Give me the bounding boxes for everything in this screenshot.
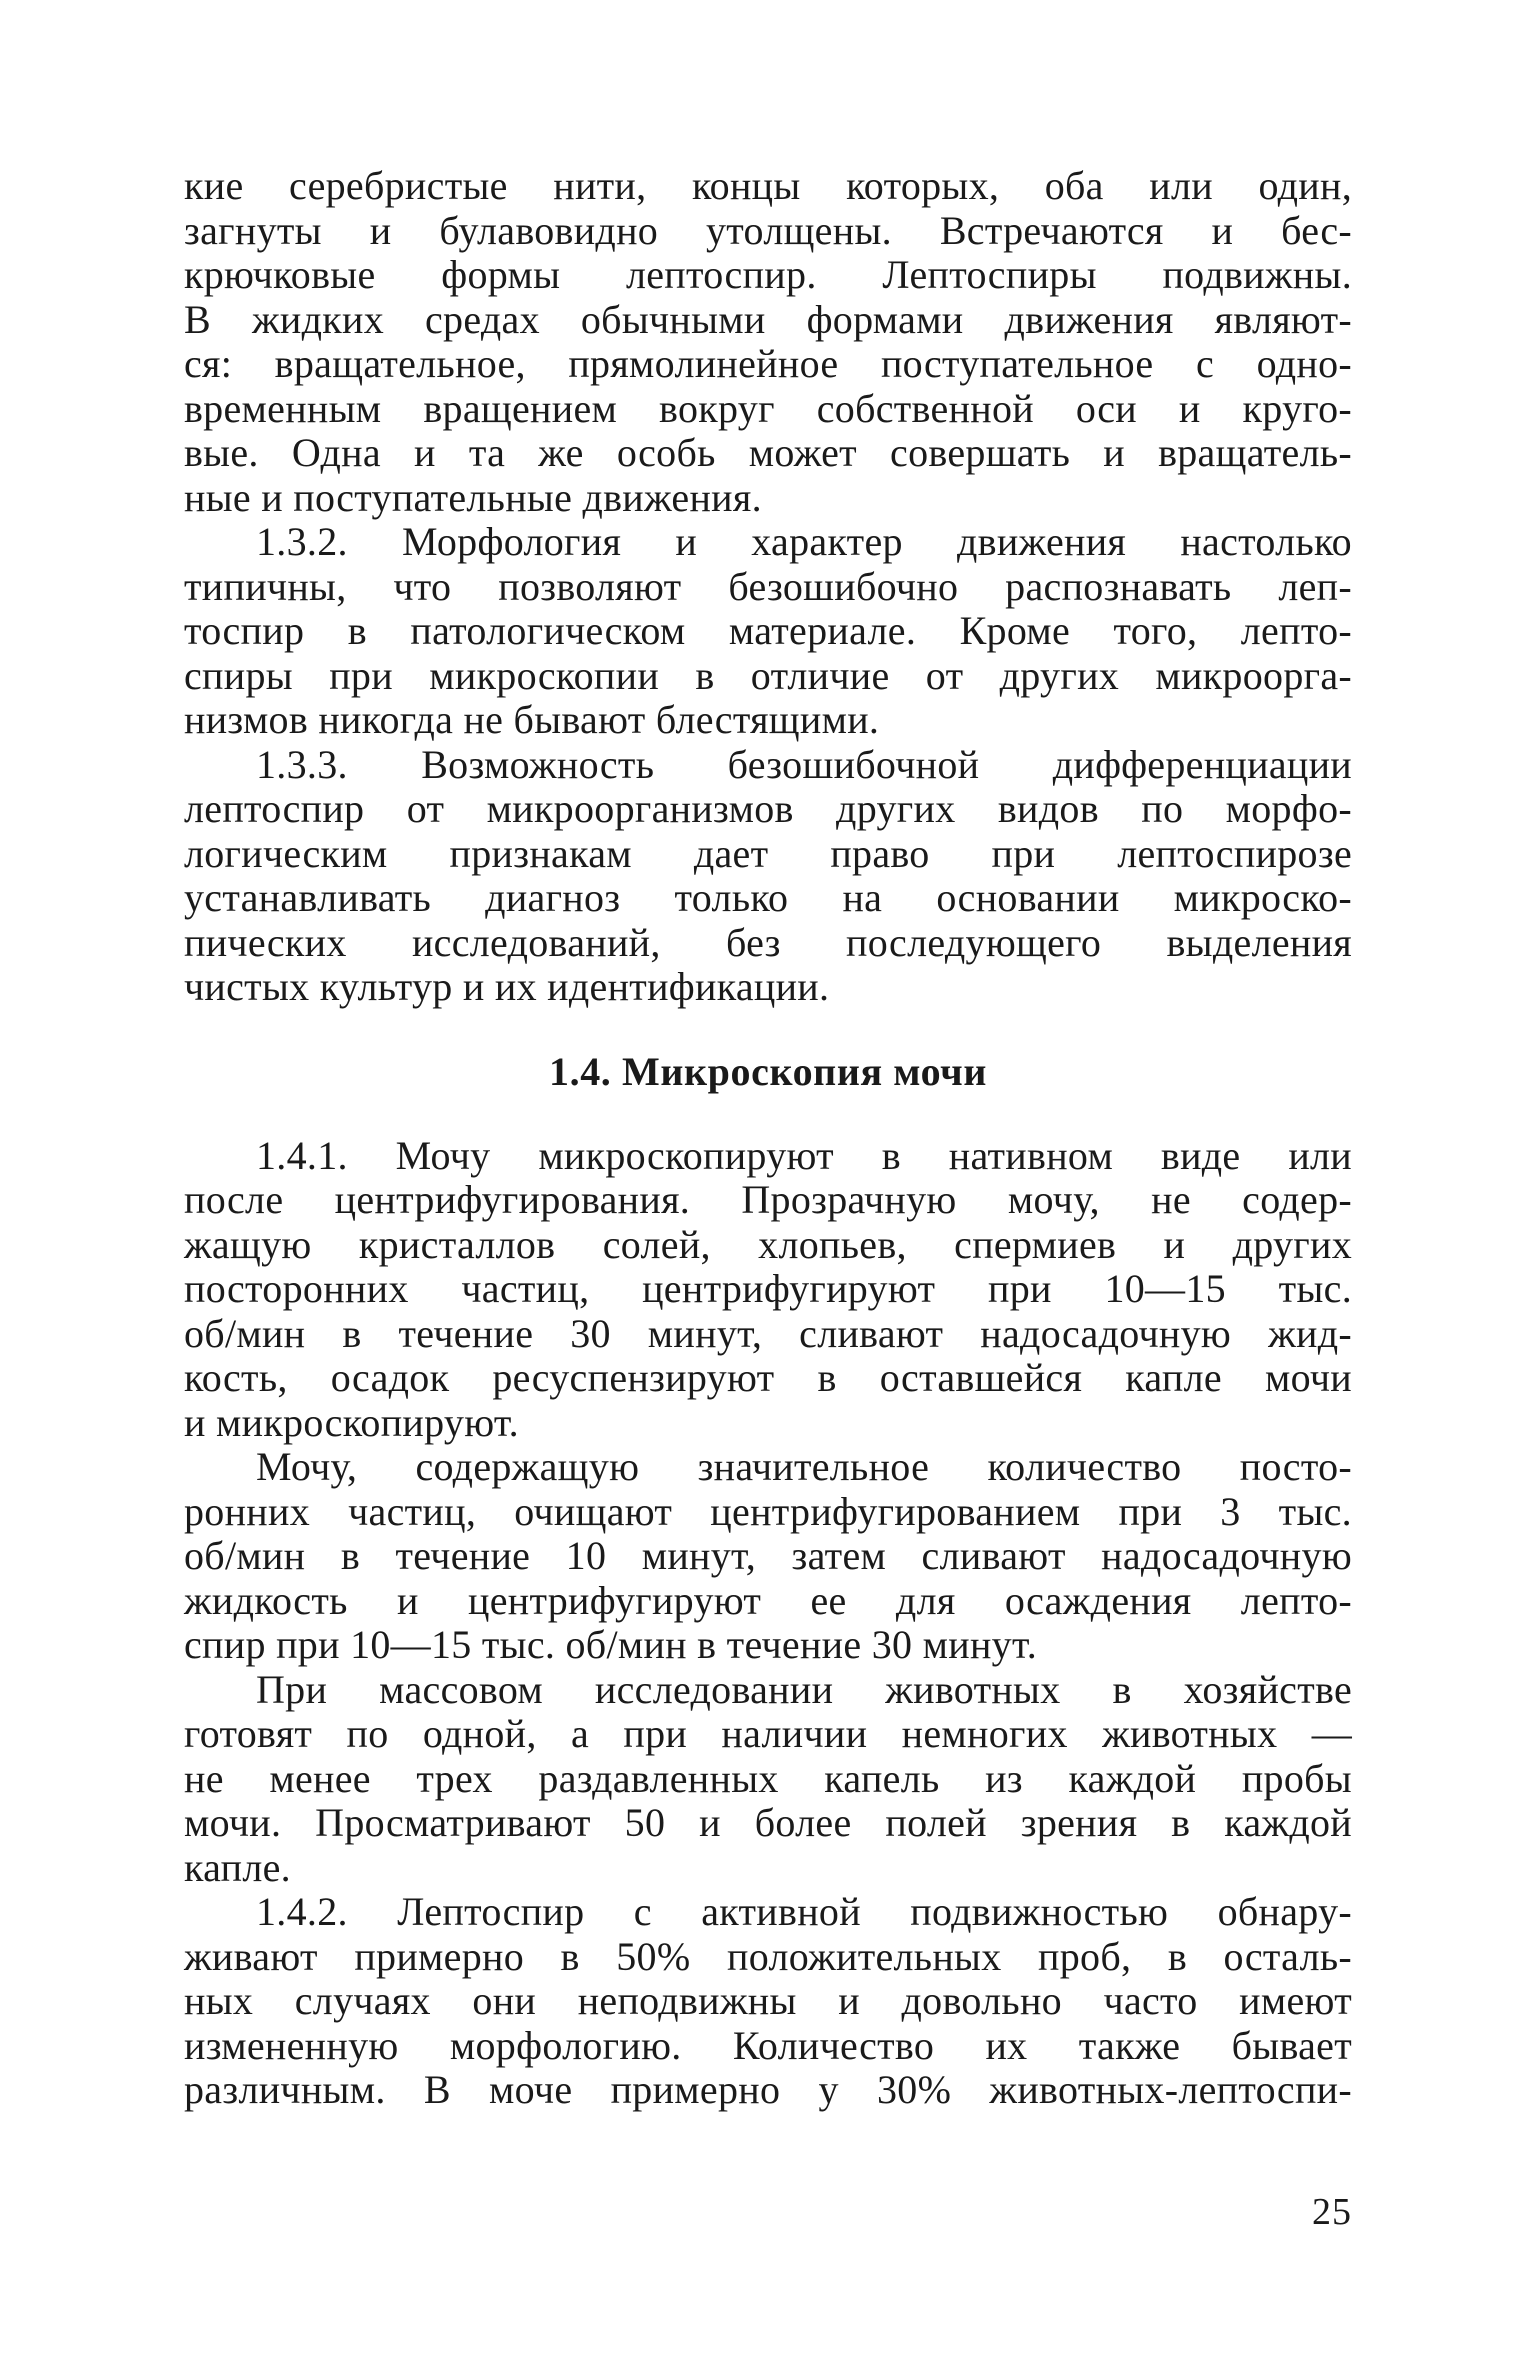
text-line: вые. Одна и та же особь может совершать и вращатель-	[184, 430, 1352, 475]
text-line: жащую кристаллов солей, хлопьев, спермиев и других	[184, 1221, 1352, 1267]
paragraph-1-4-1	[184, 1134, 1352, 1446]
text-line: ронних частиц, очищают центрифугированием при 3 тыс.	[184, 1488, 1352, 1534]
page-number: 25	[1312, 2191, 1352, 2233]
text-line: спиры при микроскопии в отличие от других микроорга-	[184, 652, 1352, 698]
text-line: об/мин в течение 30 минут, сливают надосадочную жид-	[184, 1310, 1352, 1356]
paragraph-mass-examination	[184, 1668, 1352, 1891]
text-line: типичны, что позволяют безошибочно распознавать леп-	[184, 563, 1352, 609]
text-line: пических исследований, без последующего выделения	[184, 919, 1352, 965]
text-line: устанавливать диагноз только на основании микроско-	[184, 875, 1352, 920]
text-line: кие серебристые нити, концы которых, оба или один,	[184, 163, 1352, 208]
text-line: ных случаях они неподвижны и довольно часто имеют	[184, 1978, 1352, 2023]
text-line: различным. В моче примерно у 30% животных-лептоспи-	[184, 2067, 1352, 2112]
paragraph-1-3-3	[184, 743, 1352, 1010]
text-line: ные и поступательные движения.	[184, 474, 762, 520]
paragraph-leptospira-forms	[184, 164, 1352, 520]
text-line: жидкость и центрифугируют ее для осаждения лепто-	[184, 1577, 1352, 1623]
text-line: тоспир в патологическом материале. Кроме того, лепто-	[184, 608, 1352, 653]
page-body	[184, 164, 1352, 2113]
text-line: спир при 10—15 тыс. об/мин в течение 30 минут.	[184, 1622, 1038, 1667]
text-line: В жидких средах обычными формами движения являют-	[184, 296, 1352, 342]
text-line: об/мин в течение 10 минут, затем сливают надосадочную	[184, 1533, 1352, 1578]
text-line: логическим признакам дает право при лептоспирозе	[184, 830, 1352, 876]
text-line: не менее трех раздавленных капель из каждой пробы	[184, 1755, 1352, 1801]
paragraph-centrifugation	[184, 1445, 1352, 1668]
text-line: после центрифугирования. Прозрачную мочу, не содер-	[184, 1177, 1352, 1222]
text-line: чистых культур и их идентификации.	[184, 964, 830, 1009]
text-line: готовят по одной, а при наличии немногих животных —	[184, 1711, 1352, 1756]
text-line: крючковые формы лептоспир. Лептоспиры подвижны.	[184, 252, 1352, 297]
text-line: При массовом исследовании животных в хозяйстве	[256, 1666, 1352, 1712]
text-line: ся: вращательное, прямолинейное поступательное с одно-	[184, 341, 1352, 386]
text-line: Мочу, содержащую значительное количество посто-	[256, 1444, 1352, 1489]
text-line: 1.3.2. Морфология и характер движения настолько	[256, 519, 1352, 564]
text-line: и микроскопируют.	[184, 1399, 519, 1445]
text-line: 1.4.1. Мочу микроскопируют в нативном виде или	[256, 1132, 1352, 1178]
text-line: лептоспир от микроорганизмов других видов по морфо-	[184, 786, 1352, 831]
text-line: измененную морфологию. Количество их также бывает	[184, 2022, 1352, 2068]
paragraph-1-3-2	[184, 520, 1352, 743]
text-line: временным вращением вокруг собственной оси и круго-	[184, 385, 1352, 431]
text-line: загнуты и булавовидно утолщены. Встречаются и бес-	[184, 207, 1352, 253]
text-line: 1.4.2. Лептоспир с активной подвижностью обнару-	[256, 1889, 1352, 1934]
paragraph-1-4-2	[184, 1890, 1352, 2113]
text-line: мочи. Просматривают 50 и более полей зрения в каждой	[184, 1800, 1352, 1845]
text-line: низмов никогда не бывают блестящими.	[184, 697, 880, 742]
text-line: живают примерно в 50% положительных проб, в осталь-	[184, 1933, 1352, 1979]
text-line: посторонних частиц, центрифугируют при 10—15 тыс.	[184, 1266, 1352, 1311]
text-line: капле.	[184, 1844, 291, 1890]
text-line: кость, осадок ресуспензируют в оставшейся капле мочи	[184, 1355, 1352, 1400]
section-heading: 1.4. Микроскопия мочи	[549, 1048, 987, 1094]
text-line: 1.3.3. Возможность безошибочной дифференциации	[256, 741, 1352, 787]
